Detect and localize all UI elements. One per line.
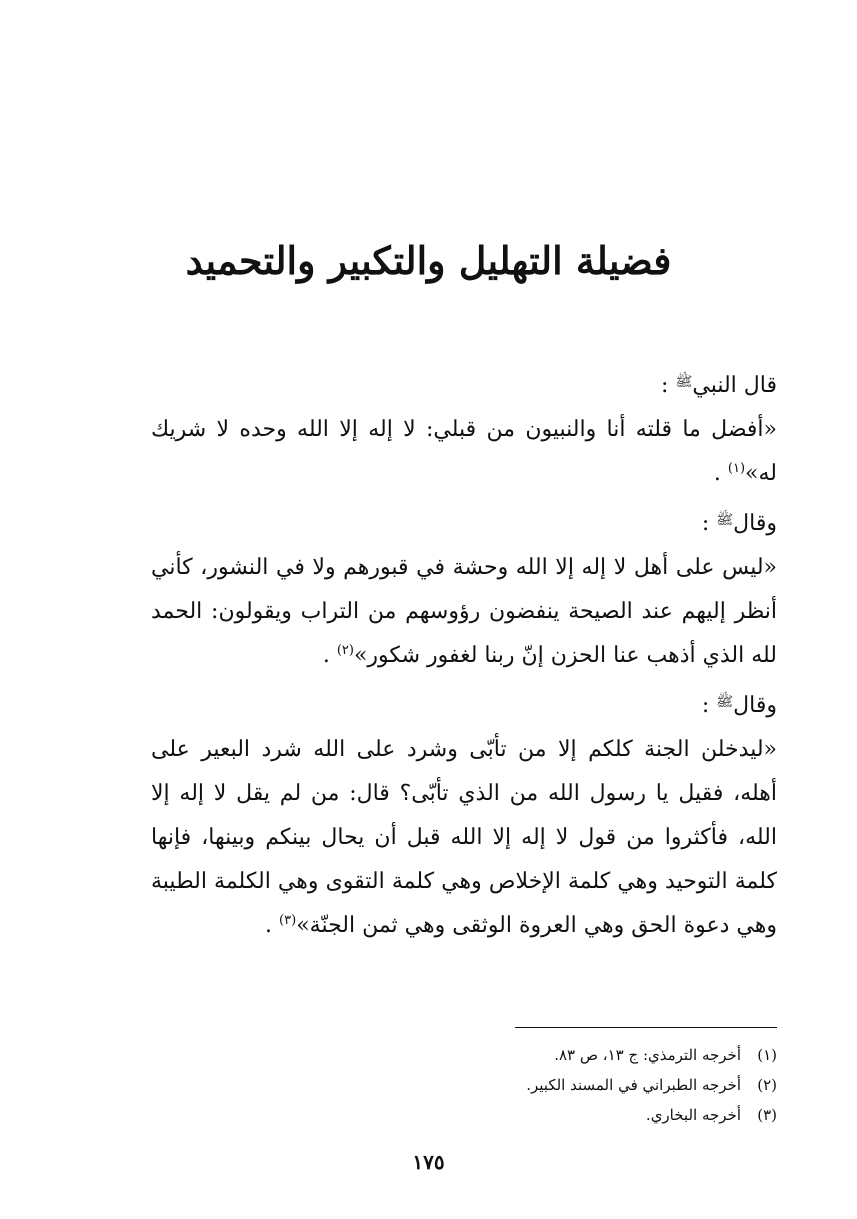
hadith-intro-2: وقال$^ﷺ$ : <box>701 511 777 536</box>
main-text <box>151 360 777 948</box>
hadith-text-2: «ليس على أهل لا إله إلا الله وحشة في قبورهم ولا في النشور، كأني أنظر إليهم عند الصيحة ينفضون رؤوسهم من التراب ويقولون: الحمد لله الذي أذهب عنا الحزن إنّ ربنا لغفور شكور»$^{(٢)}$ . <box>151 555 777 668</box>
chapter-title: فضيلة التهليل والتكبير والتحميد <box>185 238 672 283</box>
footnote-1 <box>151 1040 777 1070</box>
footnote-number: (٣) <box>757 1106 777 1124</box>
footnotes <box>151 1040 777 1130</box>
hadith-intro-3: وقال$^ﷺ$ : <box>701 693 777 718</box>
footnote-text: أخرجه الطبراني في المسند الكبير. <box>526 1076 741 1094</box>
footnote-ref-3[interactable]: (٣) <box>279 913 297 928</box>
footnote-2 <box>151 1070 777 1100</box>
footnote-3 <box>151 1100 777 1130</box>
footnote-ref-2[interactable]: (٢) <box>336 643 354 658</box>
hadith-intro-1: قال النبي$^ﷺ$ : <box>661 373 777 398</box>
footnote-number: (١) <box>757 1046 777 1064</box>
hadith-text-3: «ليدخلن الجنة كلكم إلا من تأبّى وشرد على الله شرد البعير على أهله، فقيل يا رسول الله من الذي تأبّى؟ قال: من لم يقل لا إله إلا الله، فأكثروا من قول لا إله إلا الله قبل أن يحال بينكم وبينها، فإنها كلمة التوحيد وهي كلمة الإخلاص وهي كلمة التقوى وهي الكلمة الطيبة وهي دعوة الحق وهي العروة الوثقى وهي ثمن الجنّة»$^{(٣)}$ . <box>151 737 777 938</box>
footnote-text: أخرجه البخاري. <box>645 1106 741 1124</box>
honorific-glyph: ﷺ <box>716 694 734 710</box>
honorific-glyph: ﷺ <box>675 374 693 390</box>
footnote-number: (٢) <box>757 1076 777 1094</box>
footnote-divider <box>515 1027 777 1028</box>
hadith-text-1: «أفضل ما قلته أنا والنبيون من قبلي: لا إله إلا الله وحده لا شريك له»$^{(١)}$ . <box>151 417 777 486</box>
footnote-text: أخرجه الترمذي: ج ١٣، ص ٨٣. <box>554 1046 741 1064</box>
page-number: ١٧٥ <box>412 1150 445 1174</box>
footnote-ref-1[interactable]: (١) <box>727 461 746 476</box>
honorific-glyph: ﷺ <box>716 512 734 528</box>
